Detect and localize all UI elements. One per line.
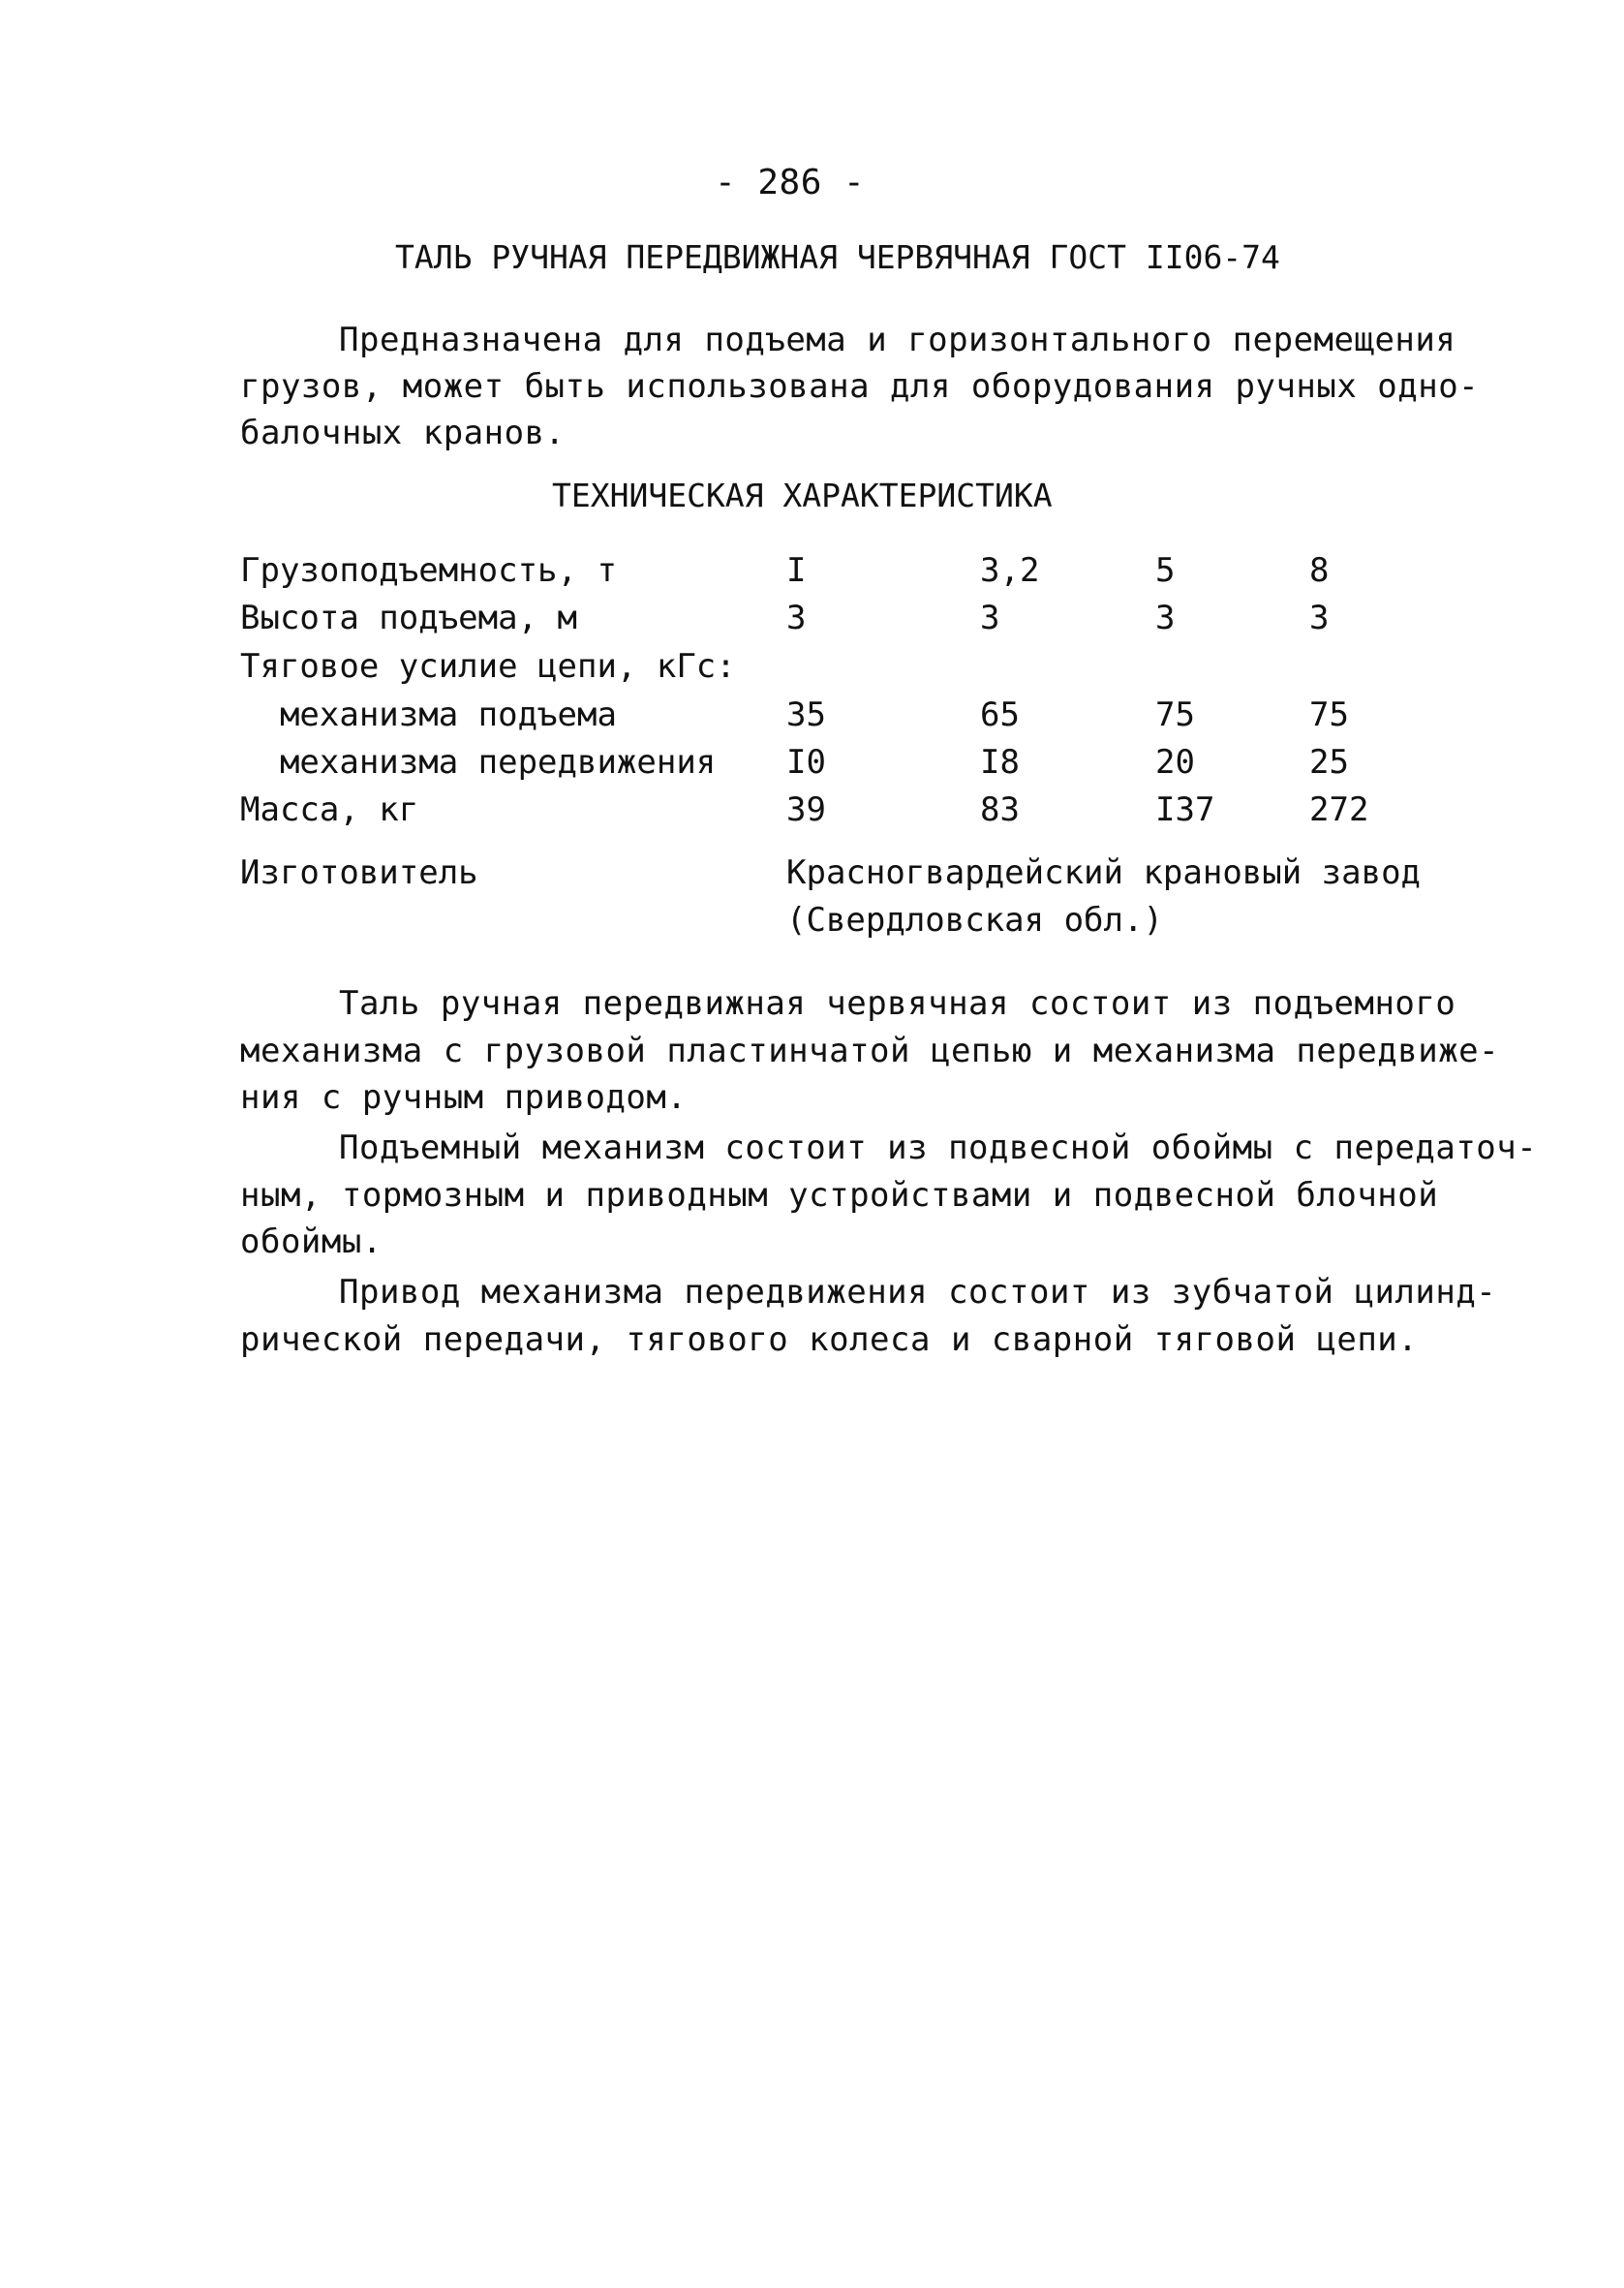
spec-row-label: Масса, кг xyxy=(240,790,419,829)
spec-cell: 35 xyxy=(786,696,826,734)
spec-cell: 3 xyxy=(786,599,807,637)
spec-cell: 20 xyxy=(1155,743,1195,782)
page-number: - 286 - xyxy=(715,163,866,202)
spec-cell: 272 xyxy=(1309,790,1369,829)
spec-title: ТЕХНИЧЕСКАЯ ХАРАКТЕРИСТИКА xyxy=(552,477,1053,514)
paragraph-line: Привод механизма передвижения состоит из зубчатой цилинд- xyxy=(339,1273,1497,1312)
spec-cell: 83 xyxy=(980,790,1020,829)
spec-row-label: Высота подъема, м xyxy=(240,599,577,637)
spec-cell: 75 xyxy=(1155,696,1195,734)
paragraph-line: рической передачи, тягового колеса и сварной тяговой цепи. xyxy=(240,1320,1419,1359)
spec-cell: I xyxy=(786,551,807,590)
paragraph-line: ния с ручным приводом. xyxy=(240,1078,688,1117)
spec-cell: 75 xyxy=(1309,696,1349,734)
spec-cell: 3 xyxy=(1155,599,1176,637)
spec-row-label: Тяговое усилие цепи, кГс: xyxy=(240,647,736,686)
spec-cell: 3 xyxy=(980,599,1000,637)
spec-cell: 65 xyxy=(980,696,1020,734)
intro-line: грузов, может быть использована для оборудования ручных одно- xyxy=(240,367,1480,406)
spec-cell: 8 xyxy=(1309,551,1330,590)
spec-row-label: Грузоподъемность, т xyxy=(240,551,617,590)
spec-cell: I37 xyxy=(1155,790,1215,829)
paragraph-line: Таль ручная передвижная червячная состоит из подъемного xyxy=(339,984,1456,1023)
manufacturer-line: Красногвардейский крановый завод xyxy=(786,853,1422,892)
manufacturer-line: (Свердловская обл.) xyxy=(786,901,1163,940)
paragraph-line: обоймы. xyxy=(240,1222,383,1261)
spec-cell: I8 xyxy=(980,743,1020,782)
manufacturer-label: Изготовитель xyxy=(240,853,478,892)
intro-line: Предназначена для подъема и горизонтального перемещения xyxy=(339,321,1456,359)
spec-row-label: механизма подъема xyxy=(240,696,617,734)
paragraph-line: ным, тормозным и приводным устройствами и подвесной блочной xyxy=(240,1176,1439,1215)
spec-cell: 5 xyxy=(1155,551,1176,590)
intro-line: балочных кранов. xyxy=(240,414,566,452)
paragraph-line: механизма с грузовой пластинчатой цепью и механизма передвиже- xyxy=(240,1032,1500,1070)
spec-cell: 3,2 xyxy=(980,551,1040,590)
spec-cell: 3 xyxy=(1309,599,1330,637)
paragraph-line: Подъемный механизм состоит из подвесной обоймы с передаточ- xyxy=(339,1129,1538,1167)
spec-row-label: механизма передвижения xyxy=(240,743,717,782)
spec-cell: 39 xyxy=(786,790,826,829)
spec-cell: I0 xyxy=(786,743,826,782)
document-title: ТАЛЬ РУЧНАЯ ПЕРЕДВИЖНАЯ ЧЕРВЯЧНАЯ ГОСТ II06-74 xyxy=(395,238,1280,276)
spec-cell: 25 xyxy=(1309,743,1349,782)
